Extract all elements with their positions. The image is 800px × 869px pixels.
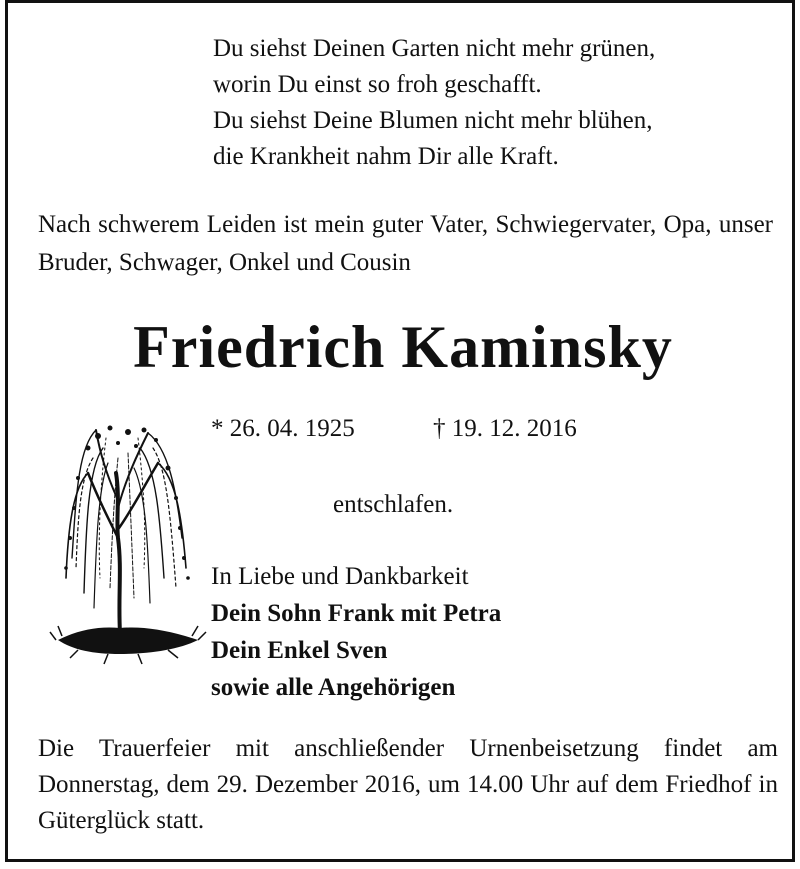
mourners-block <box>211 558 501 706</box>
mourner-line: Dein Enkel Sven <box>211 637 388 664</box>
mourner-line: Dein Sohn Frank mit Petra <box>211 600 502 627</box>
death-date: † 19. 12. 2016 <box>433 415 577 442</box>
poem-line: die Krankheit nahm Dir alle Kraft. <box>213 143 559 170</box>
weeping-willow-icon <box>48 418 208 673</box>
poem-line: Du siehst Deinen Garten nicht mehr grünen, <box>213 35 656 62</box>
poem-line: Du siehst Deine Blumen nicht mehr blühen, <box>213 107 653 134</box>
funeral-info: Die Trauerfeier mit anschließender Urnenbeisetzung findet am Donnerstag, dem 29. Dezember 2016, um 14.00 Uhr auf dem Friedhof in Güterglück statt. <box>38 735 778 834</box>
mourners-intro: In Liebe und Dankbarkeit <box>211 563 469 590</box>
birth-date: * 26. 04. 1925 <box>211 415 355 442</box>
mourner-line: sowie alle Angehörigen <box>211 674 456 701</box>
poem <box>213 31 655 175</box>
poem-line: worin Du einst so froh geschafft. <box>213 71 542 98</box>
obituary-notice <box>5 0 795 862</box>
passed-away-text: entschlafen. <box>333 491 454 518</box>
announcement-text: Nach schwerem Leiden ist mein guter Vater, Schwiegervater, Opa, unser Bruder, Schwager, Onkel und Cousin <box>38 211 773 276</box>
deceased-name: Friedrich Kaminsky <box>133 314 673 380</box>
